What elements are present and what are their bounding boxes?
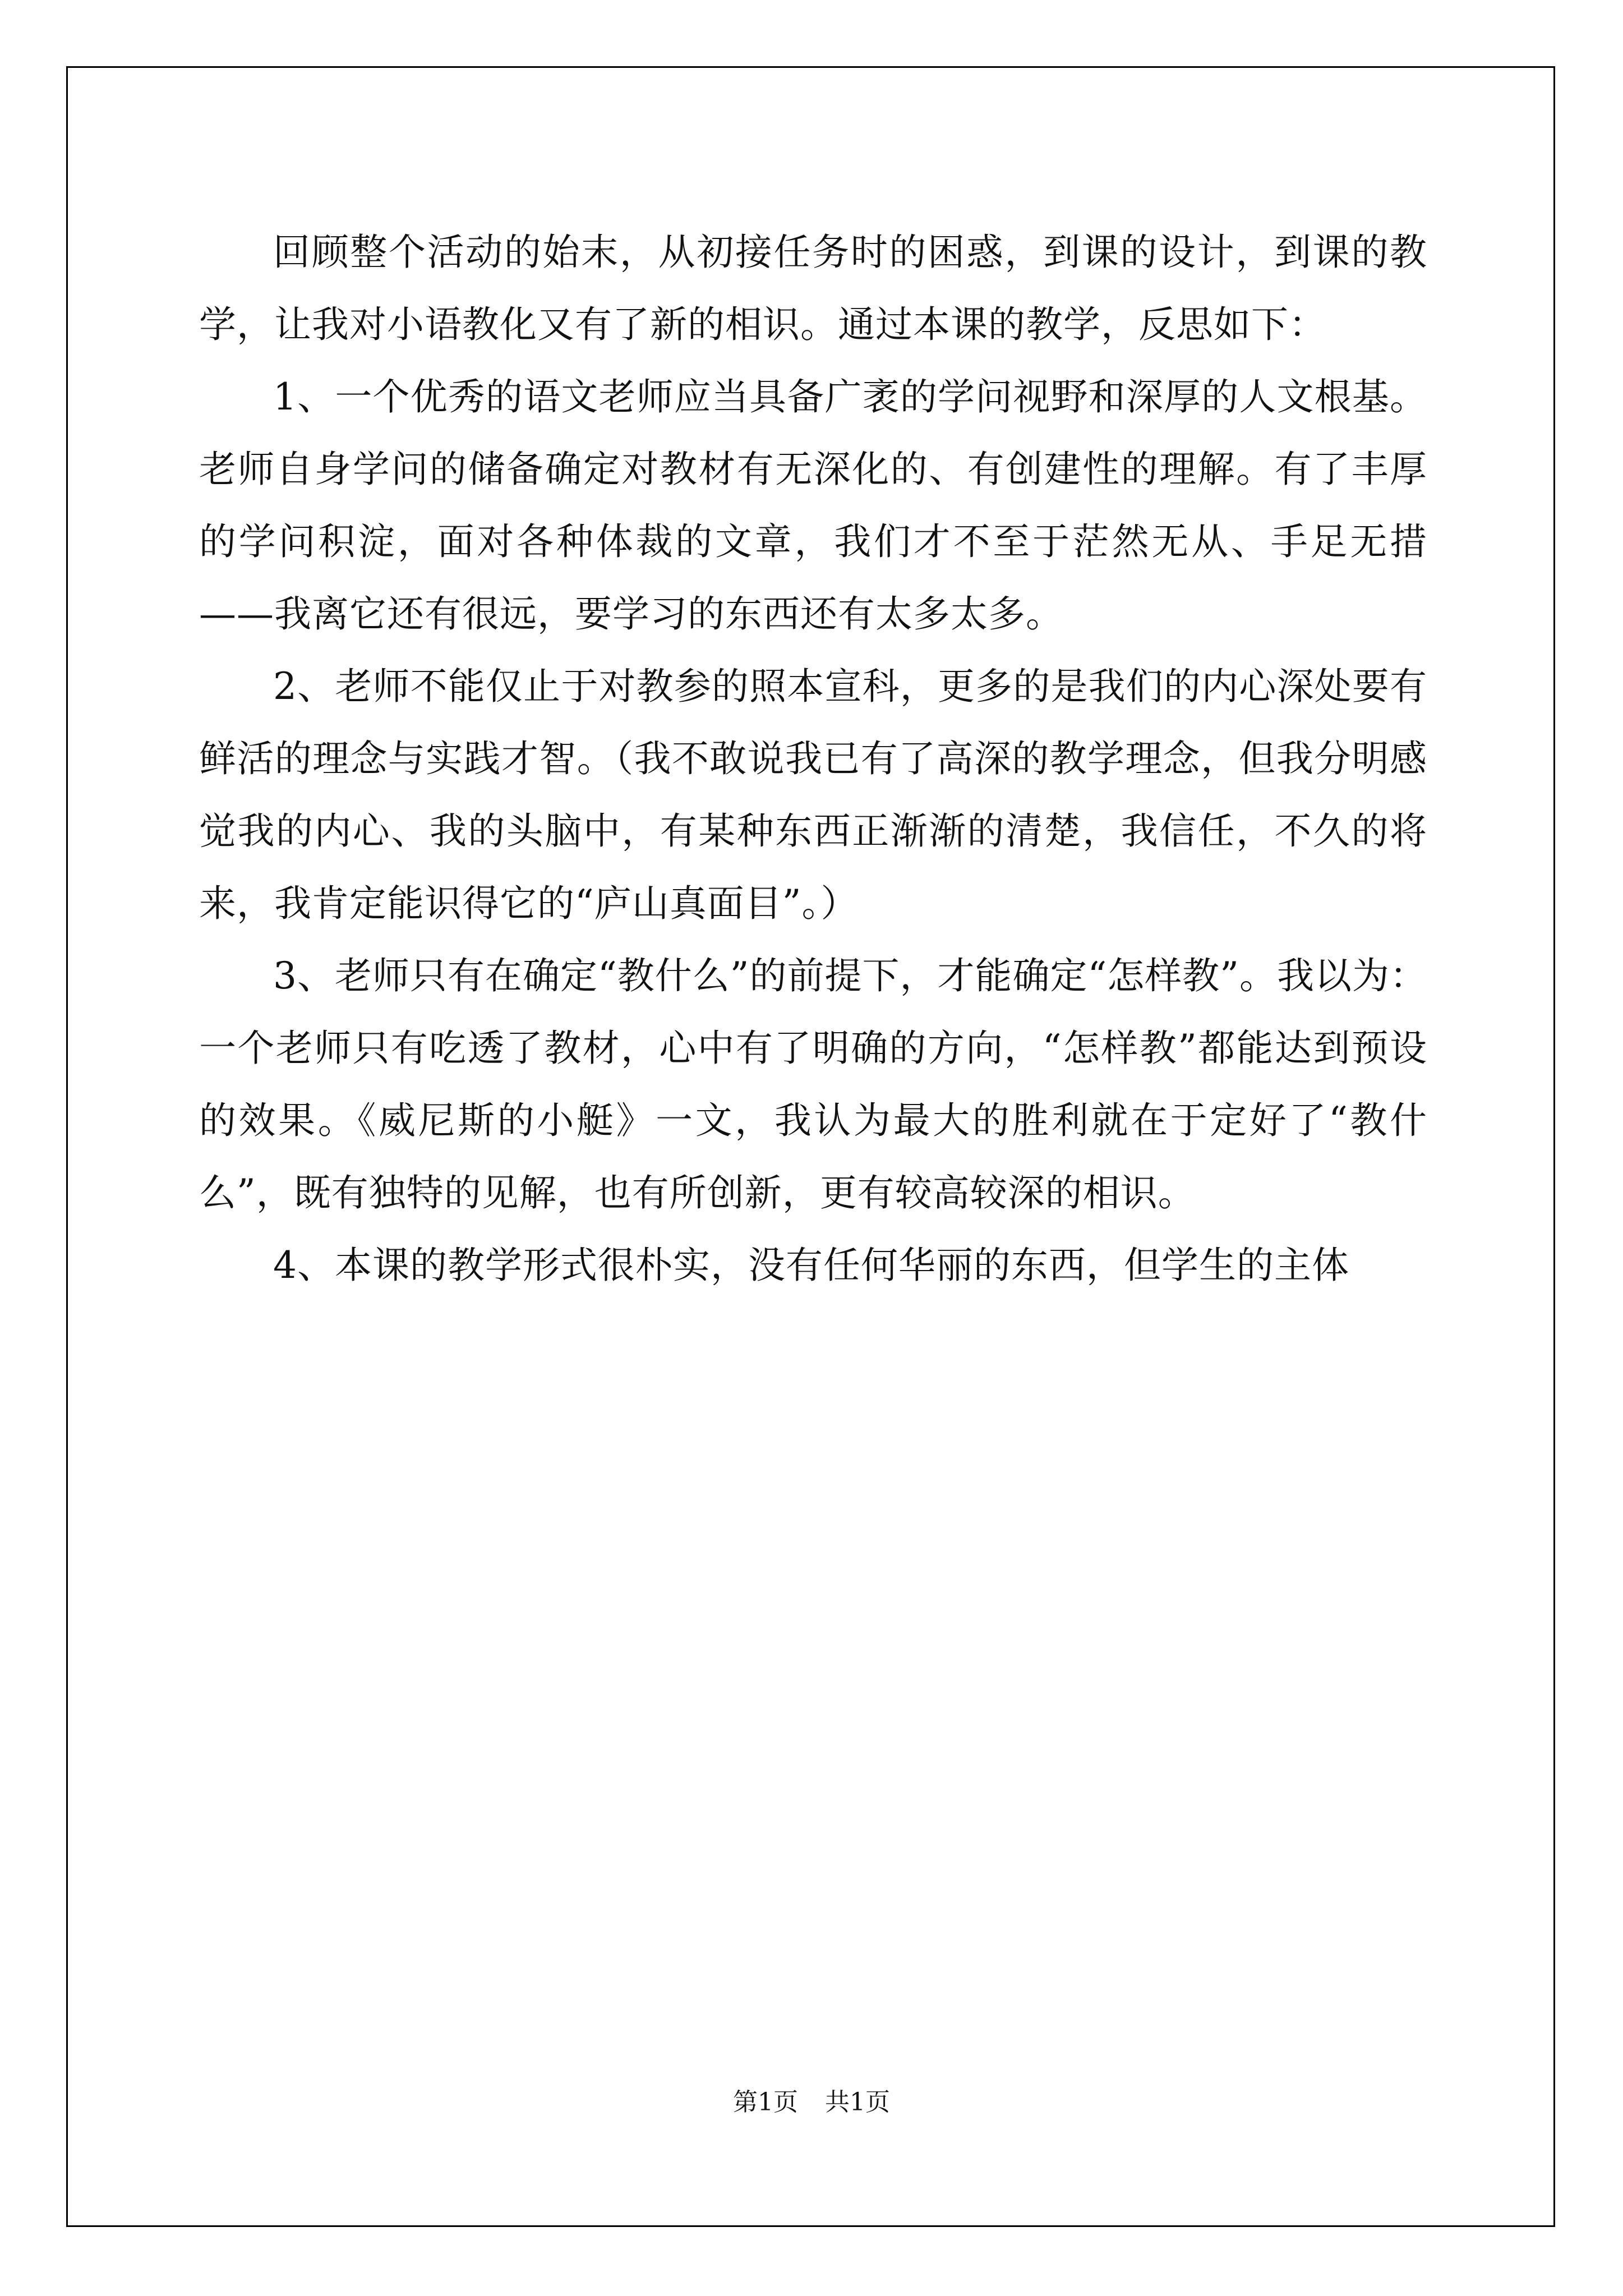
- page-number-current: 第1页: [733, 2088, 798, 2116]
- paragraph-point-4: 4、本课的教学形式很朴实，没有任何华丽的东西，但学生的主体: [273, 1244, 1349, 1287]
- page-footer: [0, 2086, 1623, 2119]
- paragraph-point-1: 1、一个优秀的语文老师应当具备广袤的学问视野和深厚的人文根基。老师自身学问的储备确定对教材有无深化的、有创建性的理解。有了丰厚的学问积淀，面对各种体裁的文章，我们才不至于茫然无从、手足无措——我离它还有很远，要学习的东西还有太多太多。: [199, 375, 1427, 636]
- paragraph-point-3: 3、老师只有在确定“教什么”的前提下，才能确定“怎样教”。我以为：一个老师只有吃透了教材，心中有了明确的方向，“怎样教”都能达到预设的效果。《威尼斯的小艇》一文，我认为最大的胜利就在于定好了“教什么”，既有独特的见解，也有所创新，更有较高较深的相识。: [199, 954, 1427, 1214]
- paragraph-intro: 回顾整个活动的始末，从初接任务时的困惑，到课的设计，到课的教学，让我对小语教化又有了新的相识。通过本课的教学，反思如下：: [199, 231, 1427, 346]
- page-number-total: 共1页: [825, 2088, 890, 2116]
- document-body: [199, 216, 1427, 1301]
- paragraph-point-2: 2、老师不能仅止于对教参的照本宣科，更多的是我们的内心深处要有鲜活的理念与实践才智。（我不敢说我已有了高深的教学理念，但我分明感觉我的内心、我的头脑中，有某种东西正渐渐的清楚，我信任，不久的将来，我肯定能识得它的“庐山真面目”。）: [199, 665, 1427, 925]
